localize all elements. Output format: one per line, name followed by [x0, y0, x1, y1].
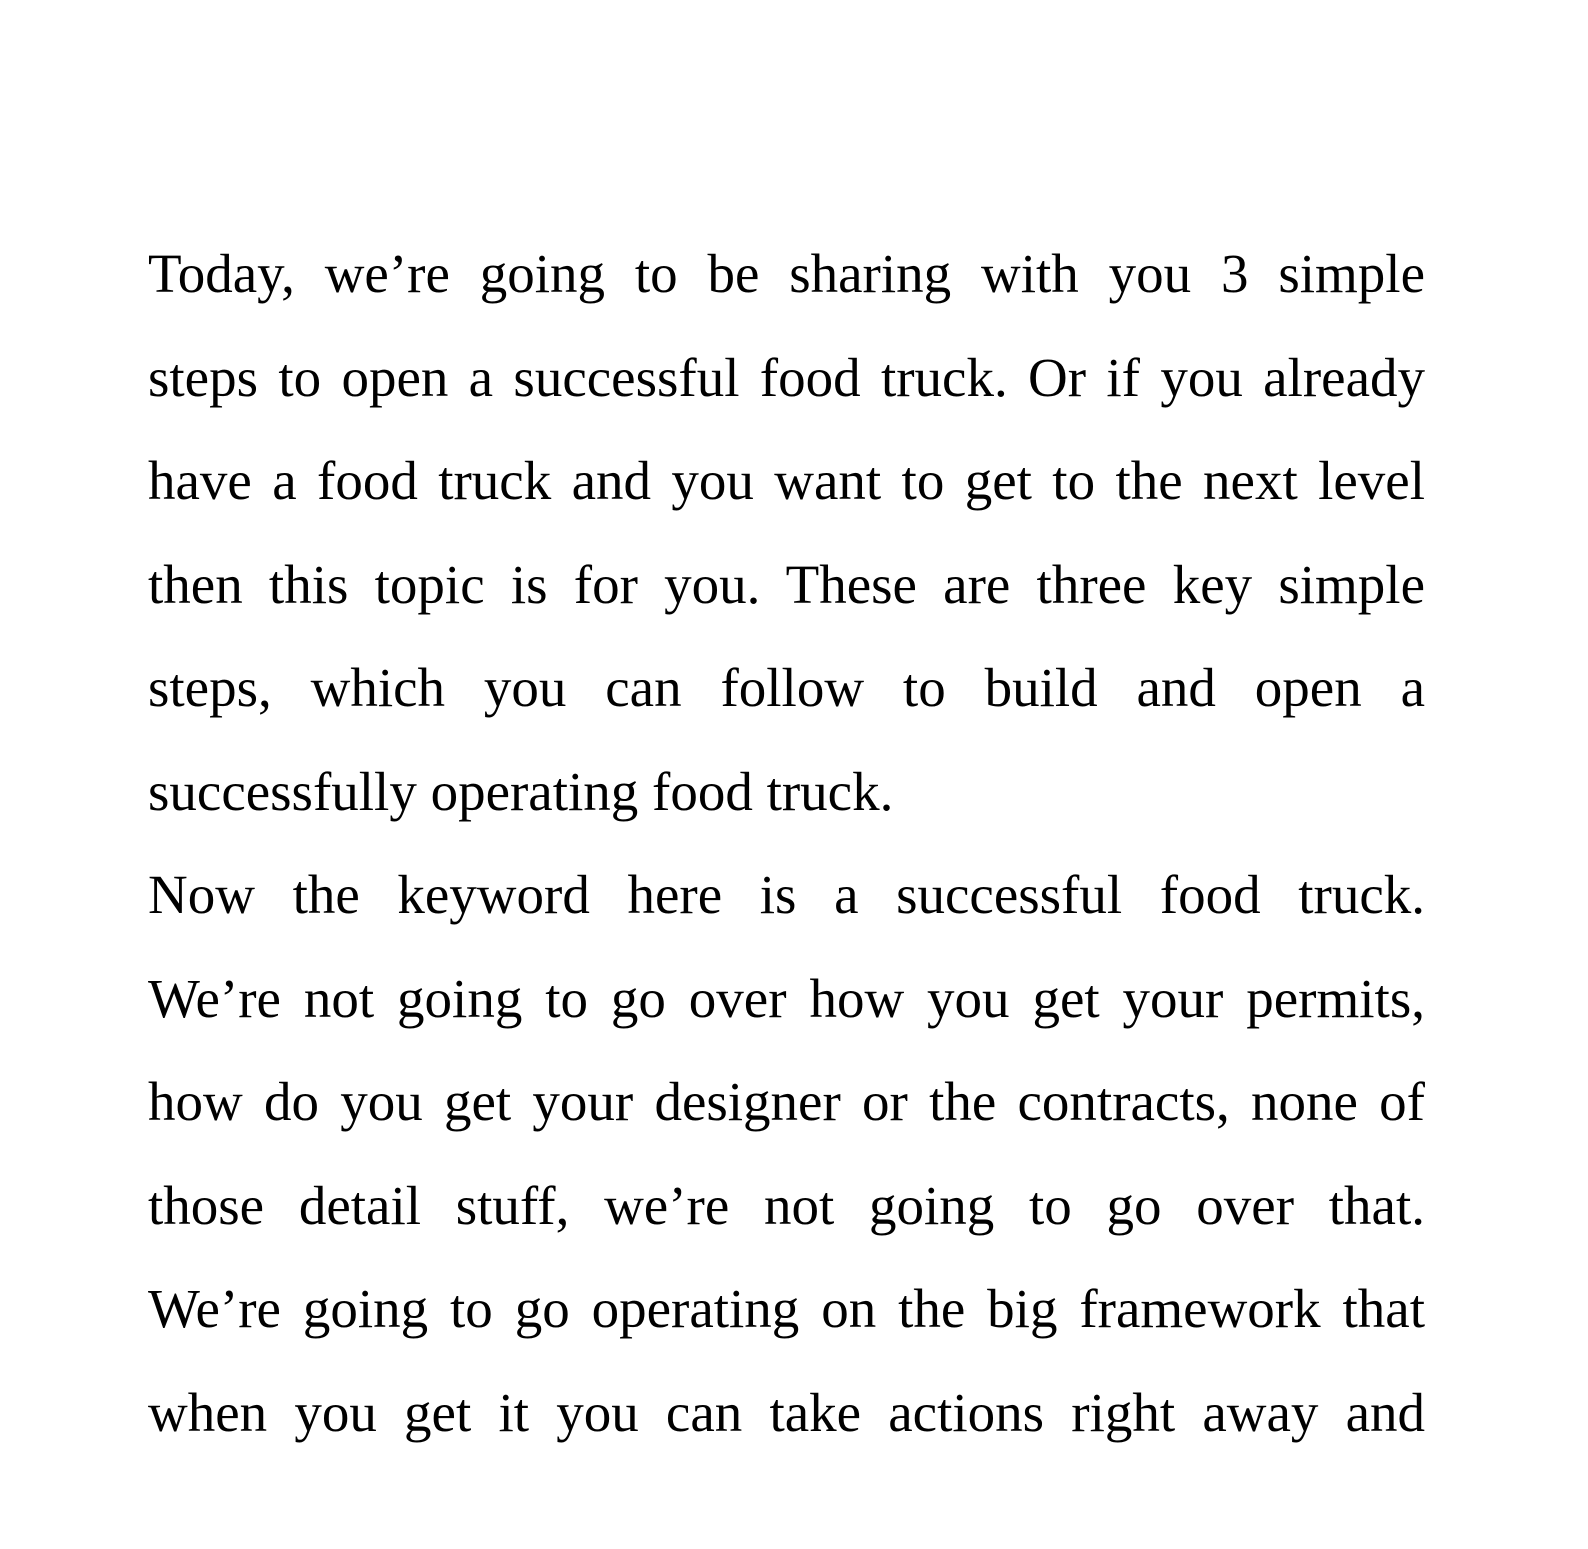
text-line-11: We’re going to go operating on the big framework that [148, 1278, 1425, 1339]
text-line-3: have a food truck and you want to get to the next level [148, 450, 1425, 511]
text-line-2: steps to open a successful food truck. Or if you already [148, 346, 1425, 408]
text-line-7: Now the keyword here is a successful food truck. [148, 864, 1425, 925]
text-line-5: steps, which you can follow to build and open a [148, 657, 1425, 718]
body-text [148, 222, 1425, 1464]
text-line-12: when you get it you can take actions right away and [148, 1381, 1425, 1443]
text-line-9: how do you get your designer or the contracts, none of [148, 1071, 1425, 1132]
text-line-4: then this topic is for you. These are three key simple [148, 553, 1425, 615]
text-line-6: successfully operating food truck. [148, 760, 894, 822]
text-line-10: those detail stuff, we’re not going to go over that. [148, 1174, 1425, 1236]
text-line-8: We’re not going to go over how you get your permits, [148, 967, 1425, 1029]
text-line-1: Today, we’re going to be sharing with you 3 simple [148, 243, 1425, 304]
